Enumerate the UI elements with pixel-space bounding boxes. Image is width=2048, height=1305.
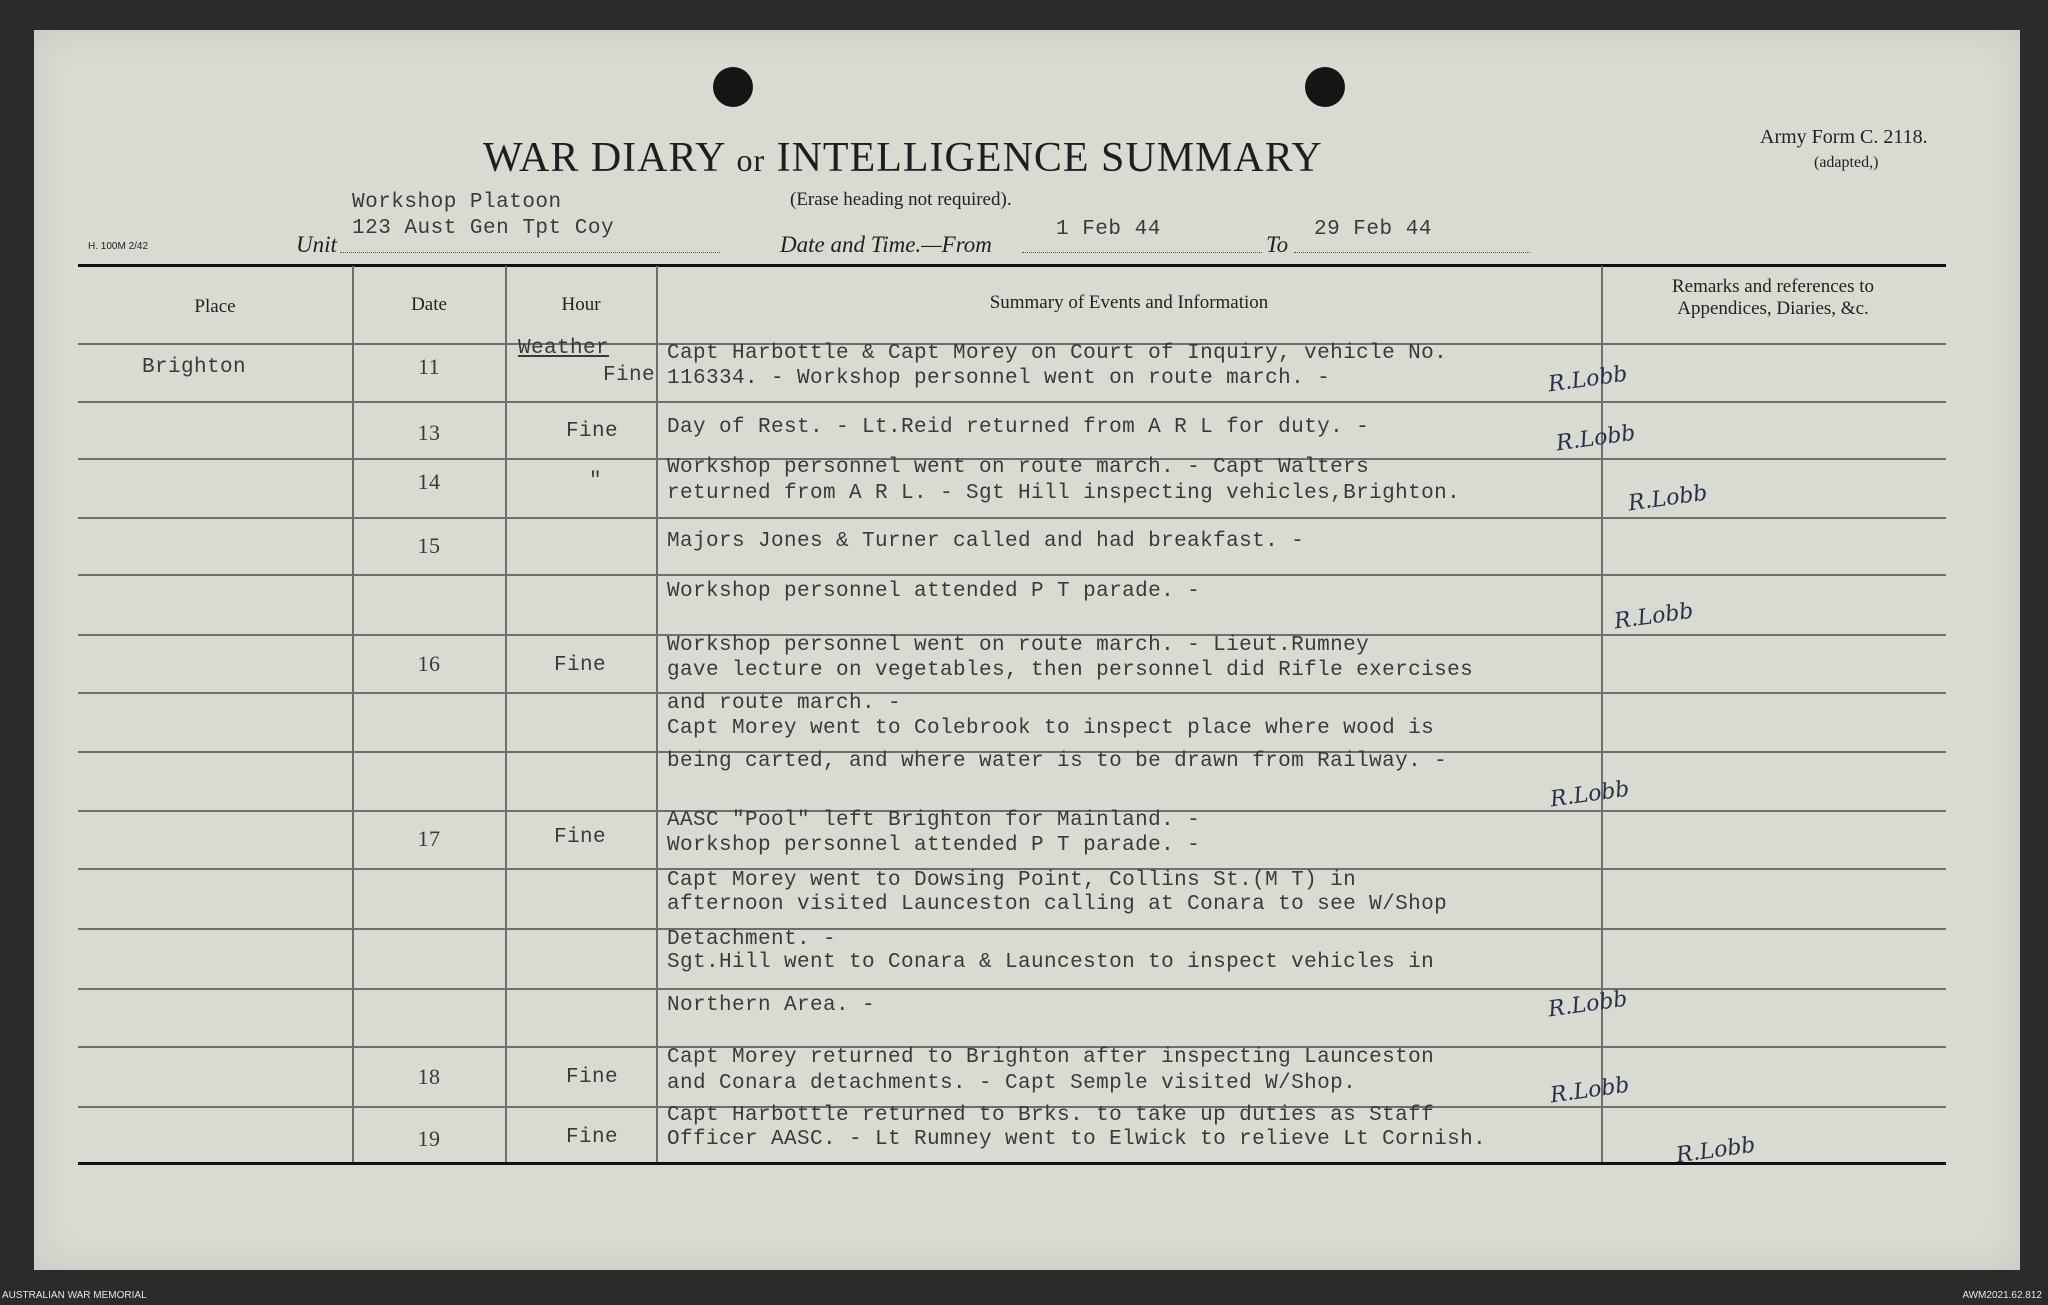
summary-line: Detachment. -	[667, 928, 837, 951]
summary-line: returned from A R L. - Sgt Hill inspecting vehicles,Brighton.	[667, 482, 1461, 505]
summary-line: Capt Morey returned to Brighton after inspecting Launceston	[667, 1046, 1435, 1069]
summary-line: Capt Harbottle & Capt Morey on Court of Inquiry, vehicle No.	[667, 342, 1448, 365]
summary-line: Workshop personnel went on route march. - Lieut.Rumney	[667, 634, 1370, 657]
army-form-adapted: (adapted,)	[1814, 154, 1879, 171]
from-date: 1 Feb 44	[1056, 218, 1161, 241]
summary-line: Capt Morey went to Colebrook to inspect place where wood is	[667, 717, 1435, 740]
summary-line: Day of Rest. - Lt.Reid returned from A R L for duty. -	[667, 416, 1370, 439]
from-underline	[1022, 252, 1262, 253]
unit-line-2: 123 Aust Gen Tpt Coy	[352, 217, 615, 240]
place-cell: Brighton	[142, 356, 247, 379]
col-header-hour: Hour	[561, 294, 601, 315]
date-cell-17: 17	[417, 826, 441, 851]
initials-signature: R.Lobb	[1548, 776, 1631, 813]
date-cell-14: 14	[417, 469, 441, 494]
table-top-rule	[78, 264, 1946, 267]
table-bottom-rule	[78, 1162, 1946, 1165]
summary-line: Sgt.Hill went to Conara & Launceston to inspect vehicles in	[667, 951, 1435, 974]
hour-cell-19: Fine	[565, 1126, 618, 1149]
date-cell-18: 18	[417, 1064, 441, 1089]
form-print-code: H. 100M 2/42	[88, 241, 149, 252]
initials-signature: R.Lobb	[1626, 480, 1709, 517]
summary-line: Workshop personnel attended P T parade. -	[667, 834, 1201, 857]
initials-signature: R.Lobb	[1548, 1072, 1631, 1109]
summary-line: Capt Harbottle returned to Brks. to take up duties as Staff	[667, 1104, 1435, 1127]
col-header-remarks-2: Appendices, Diaries, &c.	[1677, 298, 1869, 319]
summary-line: being carted, and where water is to be drawn from Railway. -	[667, 750, 1448, 773]
footer-right: AWM2021.62.812	[1962, 1290, 2042, 1301]
col-header-summary: Summary of Events and Information	[989, 292, 1269, 313]
hour-cell-weather: Weather	[518, 337, 610, 360]
summary-line: and Conara detachments. - Capt Semple visited W/Shop.	[667, 1072, 1357, 1095]
summary-line: Officer AASC. - Lt Rumney went to Elwick to relieve Lt Cornish.	[667, 1128, 1487, 1151]
summary-line: Capt Morey went to Dowsing Point, Collins St.(M T) in	[667, 869, 1357, 892]
row-rule	[78, 692, 1946, 694]
row-rule	[78, 574, 1946, 576]
title-right: INTELLIGENCE SUMMARY	[776, 135, 1323, 181]
hour-cell-18: Fine	[565, 1066, 618, 1089]
col-header-remarks-1: Remarks and references to	[1671, 276, 1875, 297]
row-rule	[78, 401, 1946, 403]
to-underline	[1294, 252, 1530, 253]
title-or: or	[736, 142, 766, 178]
date-time-label: Date and Time.—From	[780, 232, 992, 257]
unit-underline	[340, 252, 720, 253]
hour-cell-16: Fine	[553, 654, 606, 677]
unit-line-1: Workshop Platoon	[352, 191, 562, 214]
summary-line: afternoon visited Launceston calling at Conara to see W/Shop	[667, 893, 1448, 916]
erase-note: (Erase heading not required).	[790, 189, 1012, 210]
date-cell-16: 16	[417, 651, 441, 676]
row-rule	[78, 517, 1946, 519]
initials-signature: R.Lobb	[1612, 598, 1695, 635]
summary-line: gave lecture on vegetables, then personnel did Rifle exercises	[667, 659, 1474, 682]
summary-line: 116334. - Workshop personnel went on route march. -	[667, 367, 1331, 390]
summary-line: AASC "Pool" left Brighton for Mainland. -	[667, 809, 1201, 832]
date-cell-19: 19	[417, 1126, 441, 1151]
col-header-place: Place	[194, 296, 236, 317]
punch-hole-left	[713, 67, 753, 107]
punch-hole-right	[1305, 67, 1345, 107]
initials-signature: R.Lobb	[1674, 1132, 1757, 1169]
col-header-date: Date	[411, 294, 447, 315]
hour-cell-11: Fine	[602, 364, 655, 387]
unit-label: Unit	[296, 232, 337, 257]
row-rule	[78, 928, 1946, 930]
to-label: To	[1266, 232, 1289, 257]
hour-cell-13: Fine	[565, 420, 618, 443]
hour-cell-17: Fine	[553, 826, 606, 849]
title-left: WAR DIARY	[483, 135, 725, 181]
summary-line: Majors Jones & Turner called and had breakfast. -	[667, 530, 1305, 553]
date-cell-11: 11	[418, 354, 440, 379]
to-date: 29 Feb 44	[1314, 218, 1432, 241]
summary-line: and route march. -	[667, 692, 902, 715]
summary-line: Northern Area. -	[667, 994, 876, 1017]
form-title	[483, 134, 1323, 182]
hour-cell-14: "	[588, 470, 602, 493]
date-cell-15: 15	[417, 533, 441, 558]
row-rule	[78, 988, 1946, 990]
summary-line: Workshop personnel went on route march. - Capt Walters	[667, 456, 1370, 479]
army-form-ref: Army Form C. 2118.	[1760, 126, 1928, 148]
footer-left: AUSTRALIAN WAR MEMORIAL	[2, 1290, 147, 1301]
summary-line: Workshop personnel attended P T parade. -	[667, 580, 1201, 603]
initials-signature: R.Lobb	[1554, 420, 1637, 457]
initials-signature: R.Lobb	[1546, 986, 1629, 1023]
date-cell-13: 13	[417, 420, 441, 445]
initials-signature: R.Lobb	[1546, 361, 1629, 398]
